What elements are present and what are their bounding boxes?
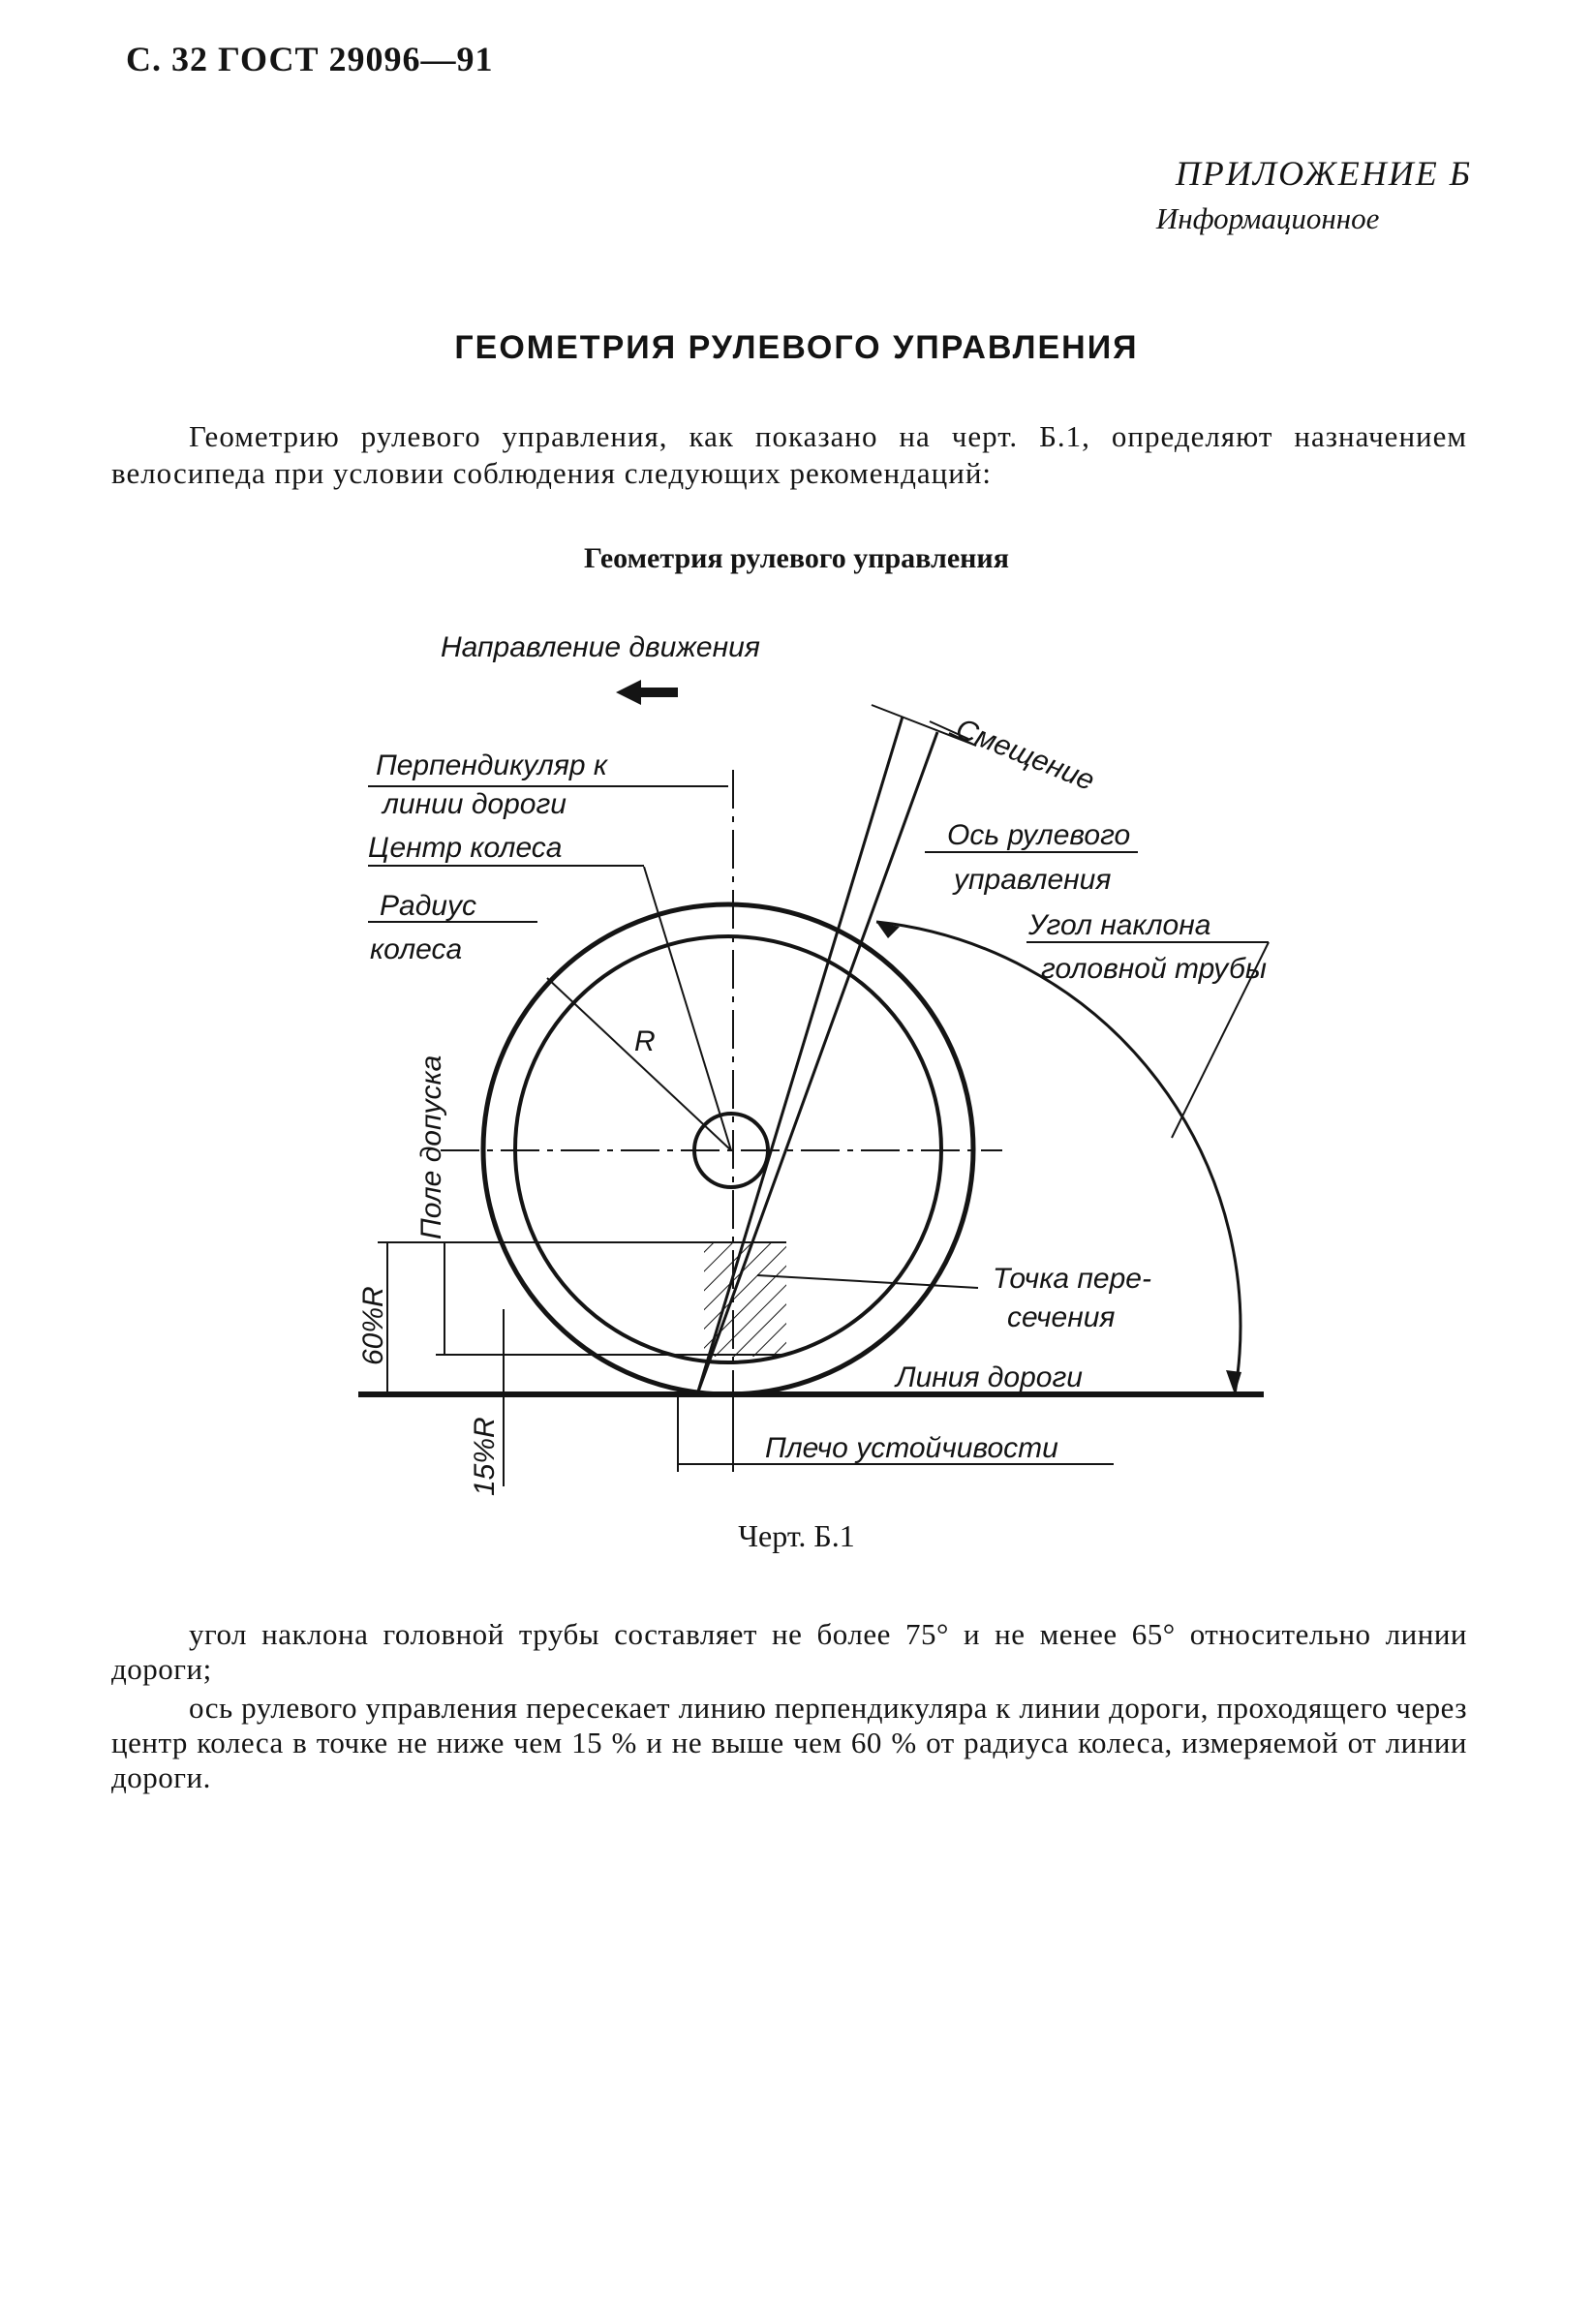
appendix-status: Информационное — [1155, 201, 1380, 235]
label-intersection-1: Точка пере- — [993, 1263, 1151, 1295]
page-header: С. 32 ГОСТ 29096—91 — [126, 40, 494, 78]
label-tolerance-field: Поле допуска — [415, 1055, 447, 1239]
radius-line — [547, 978, 731, 1150]
label-wheel-radius-2: колеса — [370, 933, 463, 965]
label-percent-60: 60%R — [357, 1286, 389, 1365]
label-perpendicular-1: Перпендикуляр к — [376, 749, 608, 781]
label-road-line: Линия дороги — [896, 1361, 1083, 1393]
body-text — [111, 1617, 1467, 1799]
appendix-label: ПРИЛОЖЕНИЕ Б — [1175, 154, 1472, 193]
label-steering-axis-2: управления — [954, 864, 1112, 896]
label-wheel-center: Центр колеса — [368, 832, 563, 864]
label-perpendicular-2: линии дороги — [383, 788, 567, 820]
direction-arrow — [616, 680, 678, 705]
radius-symbol: R — [634, 1025, 656, 1057]
label-head-angle-2: головной трубы — [1041, 953, 1267, 985]
paragraph-head-angle: угол наклона головной трубы составляет не более 75° и не менее 65° относительно линии дороги; — [111, 1617, 1467, 1686]
label-trail: Плечо устойчивости — [765, 1432, 1058, 1464]
document-title: ГЕОМЕТРИЯ РУЛЕВОГО УПРАВЛЕНИЯ — [454, 329, 1139, 366]
label-steering-axis-1: Ось рулевого — [947, 819, 1131, 851]
figure-caption: Черт. Б.1 — [738, 1518, 855, 1553]
intro-paragraph: Геометрию рулевого управления, как показано на черт. Б.1, определяют назначением велосипеда при условии соблюдения следующих рекомендаций: — [111, 419, 1467, 490]
paragraph-steering-axis: ось рулевого управления пересекает линию перпендикуляра к линии дороги, проходящего через центр колеса в точке не ниже чем 15 % и не выше чем 60 % от радиуса колеса, измеряемой от линии дороги. — [111, 1691, 1467, 1794]
label-percent-15: 15%R — [469, 1417, 501, 1496]
label-head-angle-1: Угол наклона — [1028, 909, 1211, 941]
label-direction: Направление движения — [441, 631, 760, 663]
label-wheel-radius-1: Радиус — [380, 890, 476, 922]
label-offset: Смещение — [951, 712, 1099, 798]
label-intersection-2: сечения — [1007, 1301, 1116, 1333]
figure-title: Геометрия рулевого управления — [584, 542, 1009, 574]
